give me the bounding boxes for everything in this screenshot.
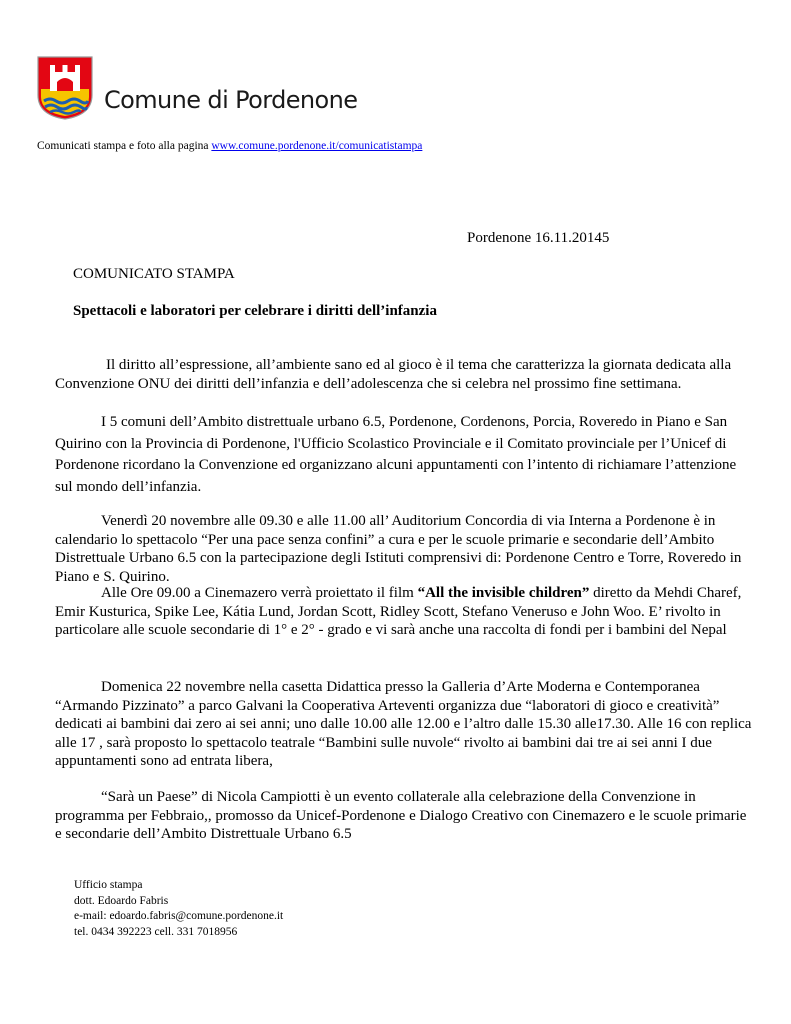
document-subject: Spettacoli e laboratori per celebrare i diritti dell’infanzia <box>73 303 437 319</box>
paragraph-text: Alle Ore 09.00 a Cinemazero verrà proiettato il film <box>101 585 418 601</box>
contact-block <box>74 878 283 940</box>
paragraph: Il diritto all’espressione, all’ambiente sano ed al gioco è il tema che caratterizza la giornata dedicata alla Convenzione ONU dei diritti dell’infanzia e dell’adolescenza che si celebra nel prossimo fine settimana. <box>55 357 732 392</box>
contact-office: Ufficio stampa <box>74 879 143 891</box>
contact-email: e-mail: edoardo.fabris@comune.pordenone.it <box>74 910 284 922</box>
logo-wordmark: Comune di Pordenone <box>104 86 358 114</box>
paragraph: “Sarà un Paese” di Nicola Campiotti è un evento collaterale alla celebrazione della Convenzione in programma per Febbraio,, promosso da Unicef-Pordenone e Dialogo Creativo con Cinemazero e le scuole primarie e secondarie dell’Ambito Distrettuale Urbano 6.5 <box>55 789 747 842</box>
film-title: “All the invisible children” <box>417 585 590 601</box>
paragraph <box>55 584 755 640</box>
coat-of-arms-icon <box>36 55 94 121</box>
press-page-link[interactable]: www.comune.pordenone.it/comunicatistampa <box>211 140 423 152</box>
paragraph: Domenica 22 novembre nella casetta Didattica presso la Galleria d’Arte Moderna e Contemporanea “Armando Pizzinato” a parco Galvani la Cooperativa Arteventi organizza due “laboratori di gioco e creatività” dedicati ai bambini dai zero ai sei anni; uno dalle 10.00 alle 12.00 e l’altro dalle 15.30 alle17.30. Alle 16 con replica alle 17 , sarà proposto lo spettacolo teatrale “Bambini sulle nuvole“ rivolto ai bambini dai tre ai sei anni I due appuntamenti sono ad entrata libera, <box>55 679 752 769</box>
paragraph: I 5 comuni dell’Ambito distrettuale urbano 6.5, Pordenone, Cordenons, Porcia, Roveredo in Piano e San Quirino con la Provincia di Pordenone, l'Ufficio Scolastico Provinciale e il Comitato provinciale per l’Unicef di Pordenone ricordano la Convenzione ed organizzano alcuni appuntamenti con l’intento di richiamare l’attenzione sul mondo dell’infanzia. <box>55 414 737 495</box>
document-heading: COMUNICATO STAMPA <box>73 266 235 282</box>
contact-phone: tel. 0434 392223 cell. 331 7018956 <box>74 925 238 938</box>
paragraph: Venerdì 20 novembre alle 09.30 e alle 11.00 all’ Auditorium Concordia di via Interna a Pordenone è in calendario lo spettacolo “Per una pace senza confini” a cura e per le scuole primarie e secondarie dell’Ambito Distrettuale Urbano 6.5 con la partecipazione degli Istituti comprensivi di: Pordenone Centro e Torre, Roveredo in Piano e S. Quirino. <box>55 513 742 585</box>
press-info-text: Comunicati stampa e foto alla pagina <box>37 140 212 152</box>
paragraph-text: diretto da Mehdi Charef, Emir Kusturica, Spike Lee, Kátia Lund, Jordan Scott, Ridley Scott, Stefano Veneruso e John Woo. E’ rivolto in particolare alle scuole secondarie di 1° e 2° - grado e vi sarà anche una raccolta di fondi per i bambini del Nepal <box>55 585 742 638</box>
document-date: Pordenone 16.11.20145 <box>467 230 610 246</box>
press-info-line <box>37 140 422 152</box>
contact-name: dott. Edoardo Fabris <box>74 894 169 907</box>
